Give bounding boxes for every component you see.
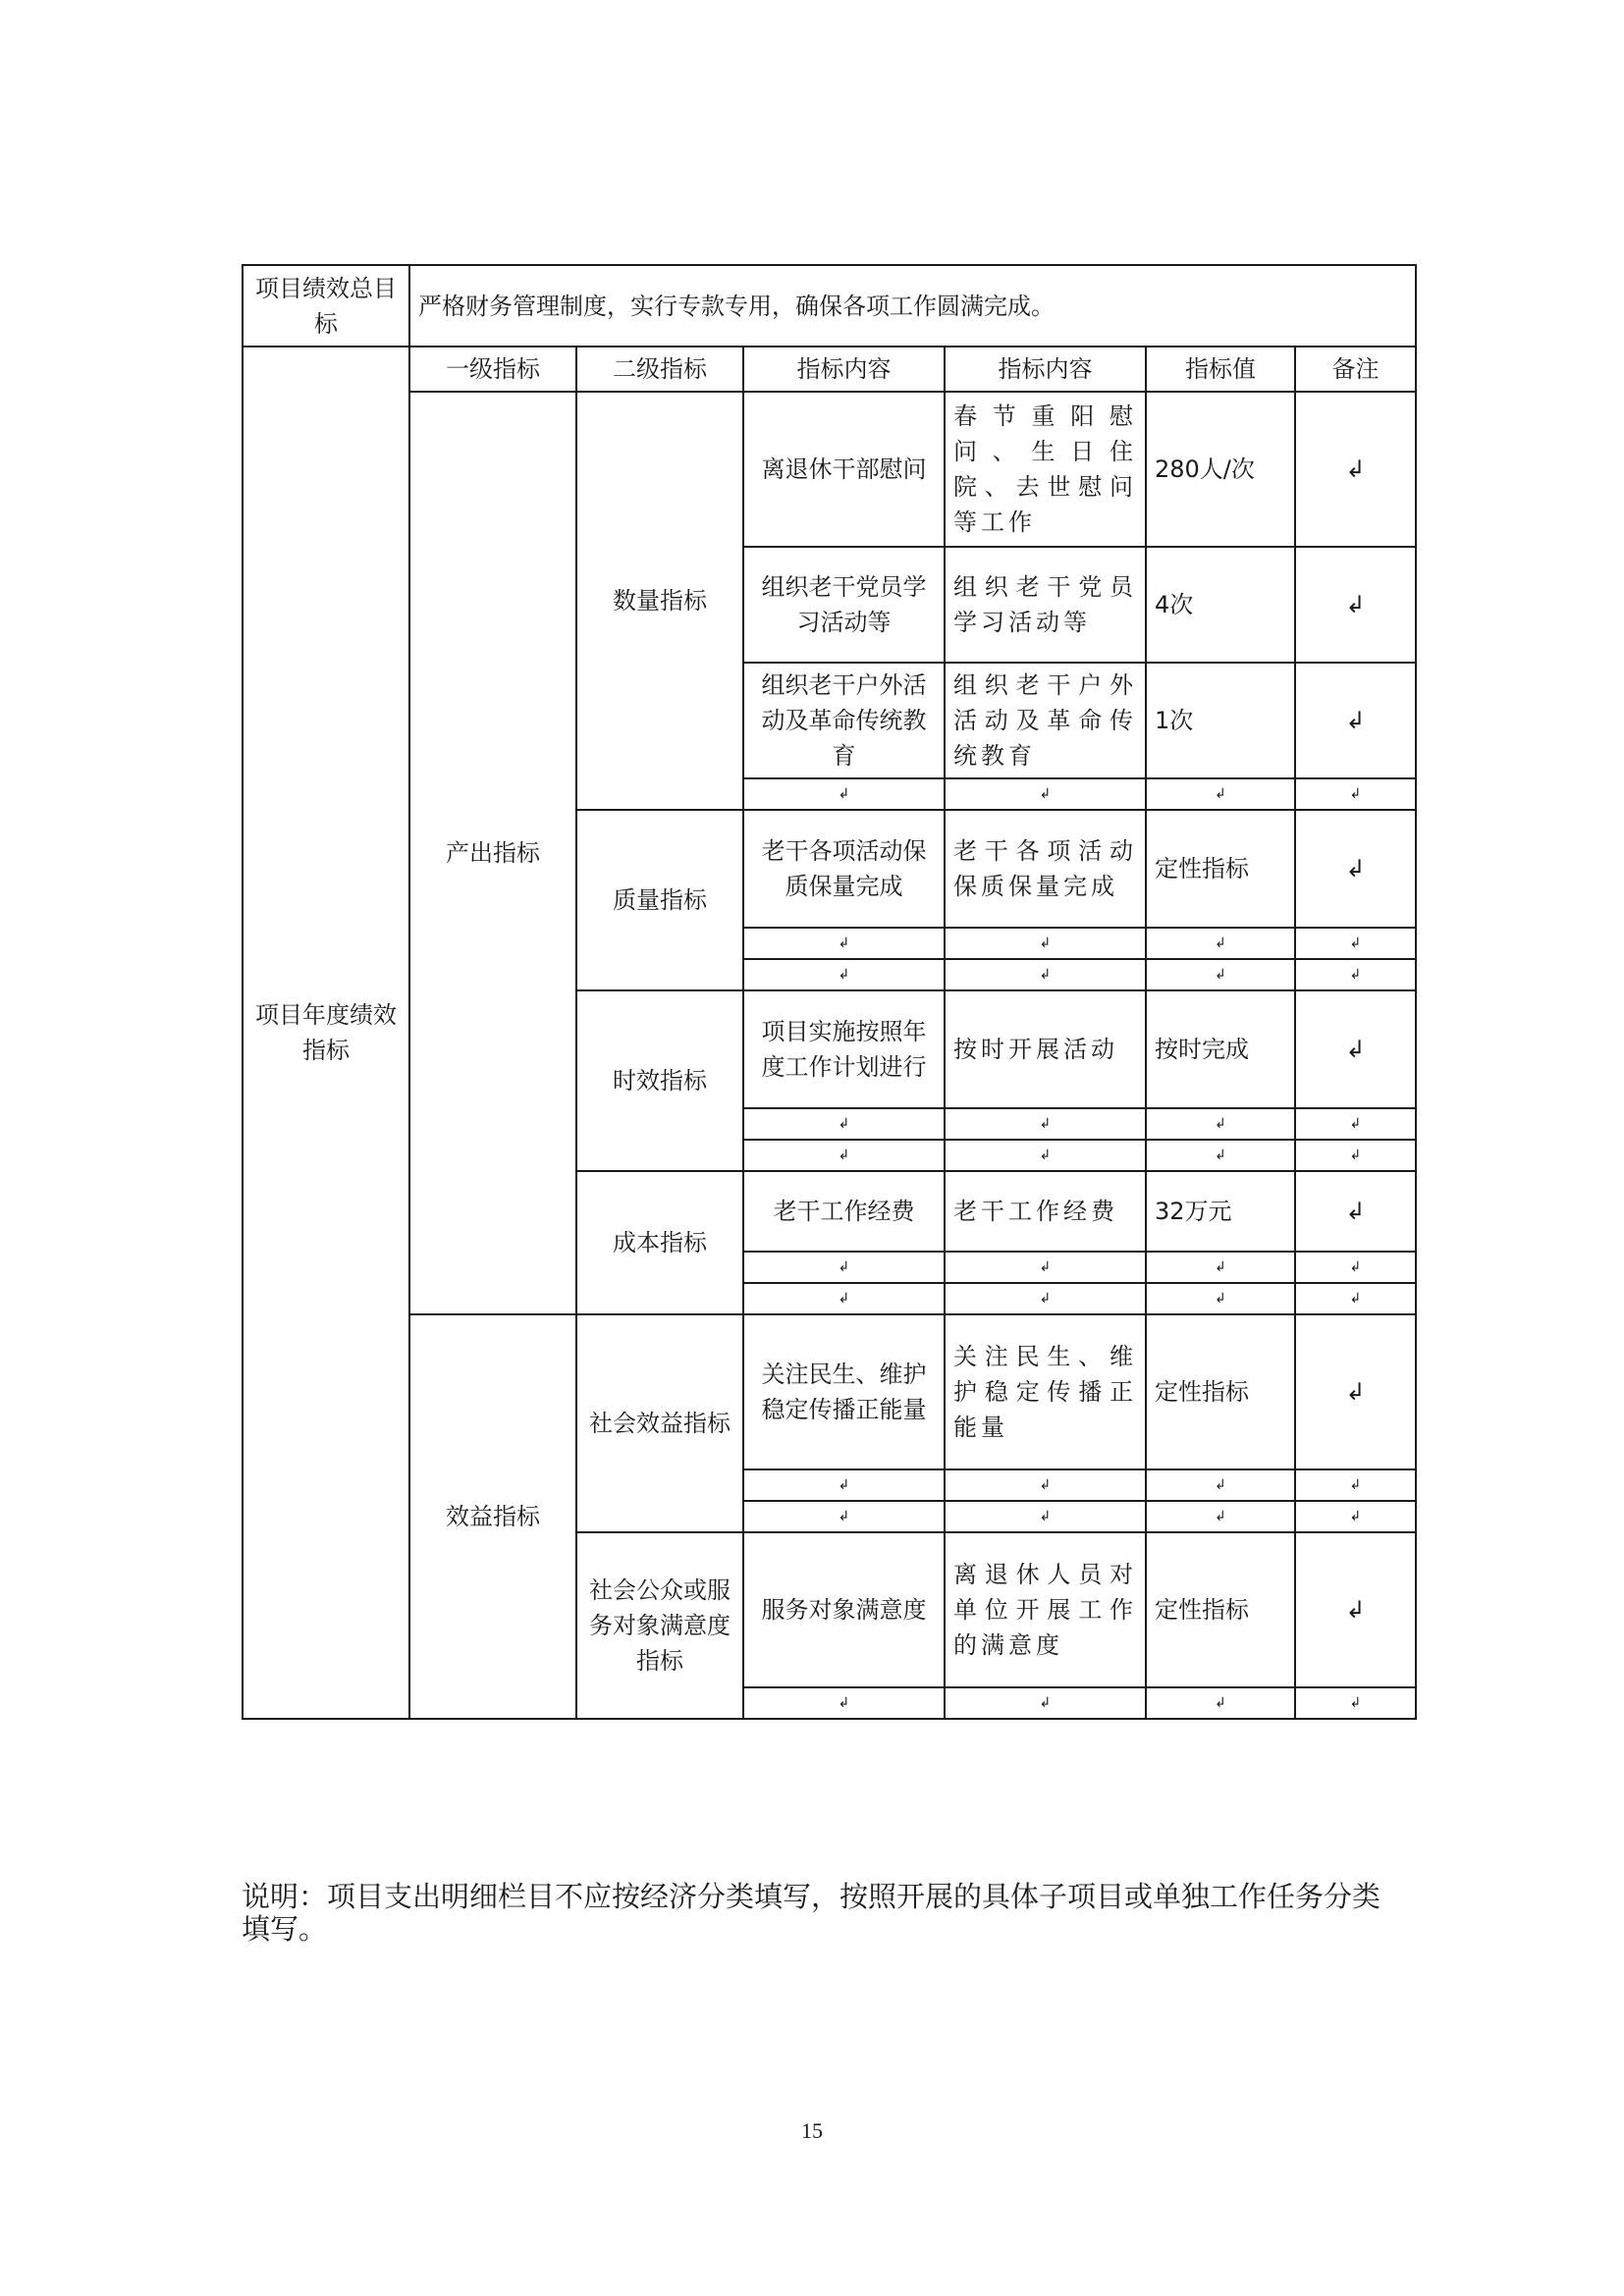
cell-remark: ↲ xyxy=(1295,547,1416,663)
cell-content-2: 组织老干户外活动及革命传统教育 xyxy=(945,663,1146,778)
cell-empty: ↲ xyxy=(743,1252,945,1283)
cell-value: 4次 xyxy=(1146,547,1295,663)
cell-empty: ↲ xyxy=(1295,1108,1416,1140)
performance-table xyxy=(242,264,1417,1720)
cell-empty: ↲ xyxy=(743,1687,945,1719)
cell-empty: ↲ xyxy=(1146,1283,1295,1314)
cell-empty: ↲ xyxy=(1146,1140,1295,1171)
cell-remark: ↲ xyxy=(1295,392,1416,547)
level1-benefit: 效益指标 xyxy=(409,1314,576,1719)
header-content-2: 指标内容 xyxy=(945,347,1146,392)
cell-empty: ↲ xyxy=(945,959,1146,990)
cell-empty: ↲ xyxy=(1295,1283,1416,1314)
cell-remark: ↲ xyxy=(1295,1532,1416,1687)
cell-remark: ↲ xyxy=(1295,1171,1416,1252)
cell-content-2: 组织老干党员学习活动等 xyxy=(945,547,1146,663)
cell-remark: ↲ xyxy=(1295,663,1416,778)
cell-empty: ↲ xyxy=(743,959,945,990)
cell-empty: ↲ xyxy=(1295,1501,1416,1532)
goal-label: 项目绩效总目标 xyxy=(243,265,409,347)
cell-empty: ↲ xyxy=(945,1108,1146,1140)
cell-empty: ↲ xyxy=(743,1140,945,1171)
cell-empty: ↲ xyxy=(1146,959,1295,990)
level2-satisfaction: 社会公众或服务对象满意度指标 xyxy=(576,1532,743,1719)
cell-empty: ↲ xyxy=(1146,1252,1295,1283)
cell-empty: ↲ xyxy=(1146,1501,1295,1532)
cell-empty: ↲ xyxy=(1146,1469,1295,1501)
cell-empty: ↲ xyxy=(743,1283,945,1314)
cell-empty: ↲ xyxy=(1146,928,1295,959)
cell-content-1: 组织老干户外活动及革命传统教育 xyxy=(743,663,945,778)
explanation-note: 说明：项目支出明细栏目不应按经济分类填写，按照开展的具体子项目或单独工作任务分类填写。 xyxy=(242,1880,1381,1947)
cell-empty: ↲ xyxy=(1295,1140,1416,1171)
cell-empty: ↲ xyxy=(945,778,1146,810)
header-level2: 二级指标 xyxy=(576,347,743,392)
annual-label: 项目年度绩效指标 xyxy=(243,347,409,1719)
cell-empty: ↲ xyxy=(945,1687,1146,1719)
cell-remark: ↲ xyxy=(1295,810,1416,928)
level2-timeliness: 时效指标 xyxy=(576,990,743,1171)
cell-empty: ↲ xyxy=(945,1501,1146,1532)
cell-value: 定性指标 xyxy=(1146,1532,1295,1687)
goal-text: 严格财务管理制度，实行专款专用，确保各项工作圆满完成。 xyxy=(409,265,1416,347)
cell-empty: ↲ xyxy=(743,778,945,810)
cell-value: 280人/次 xyxy=(1146,392,1295,547)
cell-empty: ↲ xyxy=(743,1501,945,1532)
cell-content-1: 关注民生、维护稳定传播正能量 xyxy=(743,1314,945,1469)
level2-quantity: 数量指标 xyxy=(576,392,743,810)
cell-value: 32万元 xyxy=(1146,1171,1295,1252)
page-number: 15 xyxy=(801,2118,823,2143)
header-row xyxy=(243,347,1416,392)
cell-remark: ↲ xyxy=(1295,990,1416,1108)
cell-content-1: 老干工作经费 xyxy=(743,1171,945,1252)
cell-empty: ↲ xyxy=(945,1252,1146,1283)
level1-output: 产出指标 xyxy=(409,392,576,1314)
cell-empty: ↲ xyxy=(945,1140,1146,1171)
cell-content-1: 离退休干部慰问 xyxy=(743,392,945,547)
cell-empty: ↲ xyxy=(1146,1108,1295,1140)
cell-content-1: 项目实施按照年度工作计划进行 xyxy=(743,990,945,1108)
goal-row xyxy=(243,265,1416,347)
header-value: 指标值 xyxy=(1146,347,1295,392)
cell-empty: ↲ xyxy=(945,928,1146,959)
table-row xyxy=(243,1314,1416,1469)
cell-content-2: 关注民生、维护稳定传播正能量 xyxy=(945,1314,1146,1469)
cell-content-1: 服务对象满意度 xyxy=(743,1532,945,1687)
level2-social: 社会效益指标 xyxy=(576,1314,743,1532)
table-row xyxy=(243,392,1416,547)
cell-empty: ↲ xyxy=(1295,959,1416,990)
cell-content-2: 老干工作经费 xyxy=(945,1171,1146,1252)
cell-empty: ↲ xyxy=(743,928,945,959)
cell-content-1: 老干各项活动保质保量完成 xyxy=(743,810,945,928)
level2-cost: 成本指标 xyxy=(576,1171,743,1314)
cell-empty: ↲ xyxy=(1295,928,1416,959)
cell-content-1: 组织老干党员学习活动等 xyxy=(743,547,945,663)
cell-empty: ↲ xyxy=(743,1469,945,1501)
header-level1: 一级指标 xyxy=(409,347,576,392)
level2-quality: 质量指标 xyxy=(576,810,743,990)
header-content-1: 指标内容 xyxy=(743,347,945,392)
cell-empty: ↲ xyxy=(1295,1687,1416,1719)
cell-value: 1次 xyxy=(1146,663,1295,778)
cell-content-2: 离退休人员对单位开展工作的满意度 xyxy=(945,1532,1146,1687)
cell-content-2: 按时开展活动 xyxy=(945,990,1146,1108)
cell-empty: ↲ xyxy=(743,1108,945,1140)
cell-value: 定性指标 xyxy=(1146,1314,1295,1469)
cell-content-2: 老干各项活动保质保量完成 xyxy=(945,810,1146,928)
cell-empty: ↲ xyxy=(1146,1687,1295,1719)
cell-empty: ↲ xyxy=(945,1469,1146,1501)
cell-empty: ↲ xyxy=(1295,1252,1416,1283)
cell-content-2: 春节重阳慰问、生日住院、去世慰问等工作 xyxy=(945,392,1146,547)
header-remark: 备注 xyxy=(1295,347,1416,392)
cell-empty: ↲ xyxy=(1295,778,1416,810)
cell-value: 按时完成 xyxy=(1146,990,1295,1108)
cell-empty: ↲ xyxy=(945,1283,1146,1314)
cell-value: 定性指标 xyxy=(1146,810,1295,928)
cell-empty: ↲ xyxy=(1146,778,1295,810)
cell-remark: ↲ xyxy=(1295,1314,1416,1469)
cell-empty: ↲ xyxy=(1295,1469,1416,1501)
